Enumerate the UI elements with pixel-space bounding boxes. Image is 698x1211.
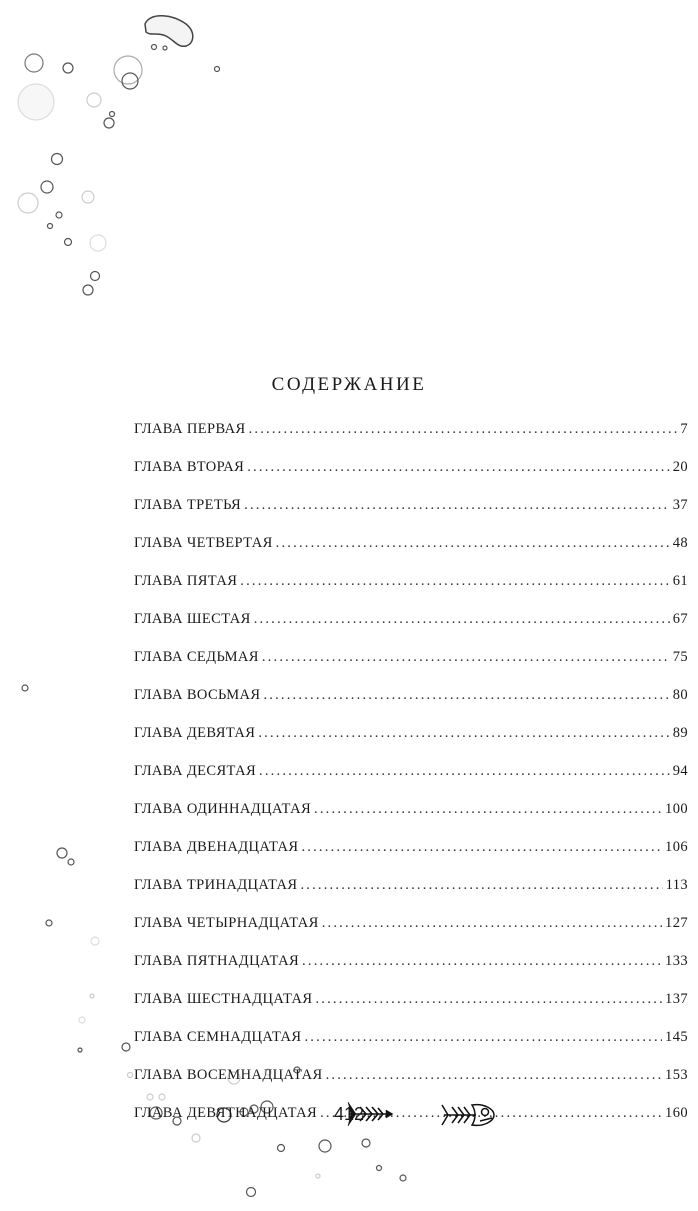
dot-leader — [262, 649, 670, 666]
bubble-icon — [41, 181, 53, 193]
chapter-title: ГЛАВА ШЕСТНАДЦАТАЯ — [134, 991, 313, 1007]
bubble-icon — [90, 994, 94, 998]
dot-leader — [315, 991, 662, 1008]
dot-leader — [322, 915, 662, 932]
fish-skeleton-icon — [440, 1099, 496, 1131]
dot-leader — [302, 953, 662, 970]
toc-entry — [134, 421, 688, 459]
dot-leader — [247, 459, 669, 476]
chapter-page-number: 48 — [672, 535, 688, 551]
toc-entry — [134, 535, 688, 573]
bubble-icon — [79, 1017, 85, 1023]
chapter-page-number: 67 — [672, 611, 688, 627]
dot-leader — [301, 839, 662, 856]
toc-title: СОДЕРЖАНИЕ — [271, 374, 427, 395]
toc-entry — [134, 877, 688, 915]
chapter-title: ГЛАВА ОДИННАДЦАТАЯ — [134, 801, 312, 817]
bubble-icon — [68, 859, 74, 865]
toc-entry — [134, 953, 688, 991]
dot-leader — [254, 611, 670, 628]
chapter-page-number: 133 — [665, 953, 688, 969]
chapter-page-number: 94 — [672, 763, 688, 779]
toc-entry — [134, 763, 688, 801]
bubble-icon — [152, 45, 157, 50]
toc-entry — [134, 611, 688, 649]
chapter-page-number: 61 — [672, 573, 688, 589]
bubble-icon — [46, 920, 52, 926]
chapter-title: ГЛАВА ТРЕТЬЯ — [134, 497, 242, 513]
bubble-icon — [122, 73, 138, 89]
chapter-page-number: 75 — [672, 649, 688, 665]
bubble-icon — [82, 191, 94, 203]
chapter-title: ГЛАВА СЕДЬМАЯ — [134, 649, 259, 665]
bubble-icon — [110, 112, 115, 117]
chapter-title: ГЛАВА ДЕВЯТАЯ — [134, 725, 256, 741]
bubble-icon — [91, 272, 100, 281]
chapter-page-number: 106 — [665, 839, 688, 855]
dot-leader — [240, 573, 669, 590]
chapter-page-number: 37 — [672, 497, 688, 513]
chapter-title: ГЛАВА ПЕРВАЯ — [134, 421, 246, 437]
bubble-icon — [78, 1048, 82, 1052]
table-of-contents — [134, 421, 688, 1143]
toc-entry — [134, 1067, 688, 1105]
chapter-title: ГЛАВА ПЯТАЯ — [134, 573, 238, 589]
toc-entry — [134, 687, 688, 725]
chapter-title: ГЛАВА ПЯТНАДЦАТАЯ — [134, 953, 300, 969]
dot-leader — [304, 1029, 662, 1046]
bubble-icon — [25, 54, 43, 72]
bubble-icon — [48, 224, 53, 229]
chapter-title: ГЛАВА ДЕВЯТНАДЦАТАЯ — [134, 1105, 318, 1121]
toc-entry — [134, 459, 688, 497]
bubble-icon — [316, 1174, 320, 1178]
chapter-page-number: 89 — [672, 725, 688, 741]
toc-entry — [134, 649, 688, 687]
bubble-icon — [104, 118, 114, 128]
bubble-icon — [87, 93, 101, 107]
toc-entry — [134, 1029, 688, 1067]
toc-entry — [134, 573, 688, 611]
bubble-icon — [52, 154, 63, 165]
bubble-icon — [215, 67, 220, 72]
bubble-icon — [83, 285, 93, 295]
dot-leader — [276, 535, 670, 552]
bubble-icon — [63, 63, 73, 73]
bubble-icon — [22, 685, 28, 691]
chapter-page-number: 153 — [665, 1067, 688, 1083]
chapter-title: ГЛАВА ШЕСТАЯ — [134, 611, 251, 627]
chapter-page-number: 145 — [665, 1029, 688, 1045]
page-number: 412 — [333, 1104, 365, 1124]
chapter-title: ГЛАВА ДВЕНАДЦАТАЯ — [134, 839, 299, 855]
chapter-title: ГЛАВА ВТОРАЯ — [134, 459, 245, 475]
bubble-icon — [377, 1166, 382, 1171]
bubble-icon — [163, 46, 167, 50]
dot-leader — [259, 763, 670, 780]
chapter-title: ГЛАВА СЕМНАДЦАТАЯ — [134, 1029, 302, 1045]
chapter-page-number: 100 — [665, 801, 688, 817]
chapter-page-number: 7 — [680, 421, 688, 437]
bubble-icon — [278, 1145, 285, 1152]
toc-entry — [134, 801, 688, 839]
bubble-icon — [56, 212, 62, 218]
toc-entry — [134, 497, 688, 535]
bubble-icon — [18, 193, 38, 213]
dot-leader — [249, 421, 678, 438]
chapter-page-number: 137 — [665, 991, 688, 1007]
dot-leader — [314, 801, 662, 818]
dot-leader — [244, 497, 670, 514]
chapter-page-number: 113 — [665, 877, 688, 893]
bubble-icon — [90, 235, 106, 251]
chapter-title: ГЛАВА ЧЕТВЕРТАЯ — [134, 535, 273, 551]
bubble-icon — [18, 84, 54, 120]
dot-leader — [258, 725, 669, 742]
chapter-title: ГЛАВА ВОСЬМАЯ — [134, 687, 261, 703]
bubble-icon — [65, 239, 72, 246]
chapter-page-number: 20 — [672, 459, 688, 475]
chapter-title: ГЛАВА ТРИНАДЦАТАЯ — [134, 877, 298, 893]
bubble-icon — [128, 1073, 133, 1078]
chapter-title: ГЛАВА ВОСЕМНАДЦАТАЯ — [134, 1067, 323, 1083]
bubble-icon — [122, 1043, 130, 1051]
dot-leader — [263, 687, 669, 704]
bubble-icon — [247, 1188, 256, 1197]
chapter-page-number: 80 — [672, 687, 688, 703]
bubble-icon — [91, 937, 99, 945]
chapter-page-number: 160 — [665, 1105, 688, 1121]
toc-entry — [134, 839, 688, 877]
toc-entry — [134, 915, 688, 953]
bubble-icon — [57, 848, 67, 858]
chapter-title: ГЛАВА ЧЕТЫРНАДЦАТАЯ — [134, 915, 319, 931]
toc-entry — [134, 725, 688, 763]
dot-leader — [326, 1067, 662, 1084]
dot-leader — [300, 877, 662, 894]
chapter-page-number: 127 — [665, 915, 688, 931]
bubble-icon — [145, 16, 193, 47]
bubble-icon — [400, 1175, 406, 1181]
toc-entry — [134, 991, 688, 1029]
chapter-title: ГЛАВА ДЕСЯТАЯ — [134, 763, 257, 779]
